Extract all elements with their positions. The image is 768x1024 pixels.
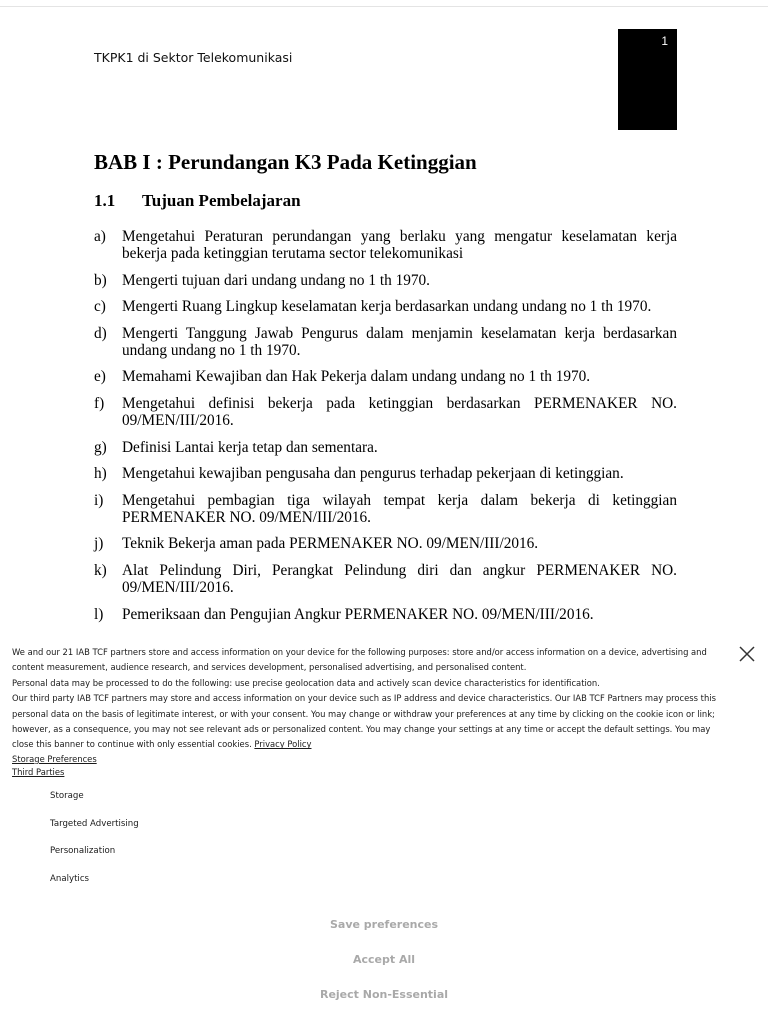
privacy-policy-link[interactable]: Privacy Policy — [254, 739, 312, 750]
objective-item — [94, 465, 677, 482]
storage-preferences-link[interactable]: Storage Preferences — [12, 753, 97, 764]
objective-text: Memahami Kewajiban dan Hak Pekerja dalam undang undang no 1 th 1970. — [122, 368, 591, 386]
consent-paragraph — [12, 691, 727, 753]
objective-text: Mengetahui Peraturan perundangan yang berlaku yang mengatur keselamatan kerja bekerja pada ketinggian terutama sector telekomunikasi — [122, 228, 677, 262]
objective-label: d) — [94, 324, 107, 342]
consent-categories — [50, 791, 139, 901]
objective-label: g) — [94, 438, 107, 456]
objective-label: k) — [94, 561, 107, 579]
third-parties-link[interactable]: Third Parties — [12, 766, 65, 777]
running-header: TKPK1 di Sektor Telekomunikasi — [94, 50, 293, 65]
cookie-consent-banner — [0, 633, 768, 1024]
chapter-title: BAB I : Perundangan K3 Pada Ketinggian — [94, 150, 477, 174]
category-storage[interactable]: Storage — [50, 791, 84, 801]
accept-all-button[interactable]: Accept All — [352, 953, 416, 966]
objective-label: a) — [94, 228, 106, 245]
page-number: 1 — [661, 34, 668, 48]
objective-text: Definisi Lantai kerja tetap dan sementara. — [122, 438, 378, 456]
objective-text: Mengerti Ruang Lingkup keselamatan kerja berdasarkan undang undang no 1 th 1970. — [122, 298, 652, 316]
section-heading — [94, 191, 301, 211]
section-number: 1.1 — [94, 191, 116, 210]
objectives-list — [94, 228, 677, 632]
close-banner-button[interactable] — [738, 645, 756, 663]
section-title: Tujuan Pembelajaran — [142, 191, 301, 210]
objective-text: Mengetahui pembagian tiga wilayah tempat kerja dalam bekerja di ketinggian PERMENAKER NO. 09/MEN/III/2016. — [122, 491, 677, 526]
objective-item — [94, 562, 677, 596]
objective-text: Teknik Bekerja aman pada PERMENAKER NO. 09/MEN/III/2016. — [122, 535, 539, 553]
objective-item — [94, 395, 677, 429]
consent-paragraph-text: Our third party IAB TCF partners may store and access information on your device such as IP address and device characteristics. Our IAB TCF Partners may process this personal data on the basis of legitimate interest, or with your consent. You may change or withdraw your preferences at any time by clicking on the cookie icon or link; however, as a consequence, you may not see relevant ads or personalized content. You may change your settings at any time or accept the default settings. You may close this banner to continue with only essential cookies. — [12, 693, 716, 750]
objective-item — [94, 368, 677, 385]
objective-item — [94, 272, 677, 289]
objective-item — [94, 228, 677, 262]
category-personalization[interactable]: Personalization — [50, 846, 116, 857]
reject-non-essential-button[interactable]: Reject Non-Essential — [319, 988, 449, 1001]
objective-text: Mengetahui kewajiban pengusaha dan pengurus terhadap pekerjaan di ketinggian. — [122, 465, 624, 483]
objective-item — [94, 298, 677, 315]
consent-text — [12, 645, 727, 779]
objective-label: e) — [94, 368, 106, 386]
objective-label: f) — [94, 394, 105, 412]
consent-paragraph: Personal data may be processed to do the following: use precise geolocation data and actively scan device characteristics for identification. — [12, 677, 600, 688]
save-preferences-button[interactable]: Save preferences — [329, 918, 439, 931]
objective-item — [94, 492, 677, 526]
objective-label: h) — [94, 465, 107, 483]
close-icon — [738, 645, 756, 663]
objective-label: c) — [94, 298, 106, 316]
objective-item — [94, 325, 677, 359]
page-number-block — [618, 29, 677, 130]
consent-actions — [0, 915, 768, 1020]
objective-label: i) — [94, 491, 104, 509]
objective-label: j) — [94, 535, 104, 553]
category-targeted-advertising[interactable]: Targeted Advertising — [50, 818, 139, 829]
consent-paragraph: We and our 21 IAB TCF partners store and access information on your device for the following purposes: store and/or access information on a device, advertising and content measurement, audience research, and services development, personalised advertising, and personalised content. — [12, 647, 707, 673]
objective-label: b) — [94, 271, 107, 289]
objective-item — [94, 606, 677, 623]
objective-item — [94, 439, 677, 456]
objective-text: Alat Pelindung Diri, Perangkat Pelindung diri dan angkur PERMENAKER NO. 09/MEN/III/2016. — [122, 561, 677, 596]
objective-text: Mengerti tujuan dari undang undang no 1 th 1970. — [122, 271, 431, 289]
objective-text: Mengetahui definisi bekerja pada ketinggian berdasarkan PERMENAKER NO. 09/MEN/III/2016. — [122, 394, 677, 429]
objective-text: Mengerti Tanggung Jawab Pengurus dalam menjamin keselamatan kerja berdasarkan undang undang no 1 th 1970. — [122, 324, 677, 359]
document-page — [0, 7, 768, 633]
category-analytics[interactable]: Analytics — [50, 873, 90, 884]
objective-item — [94, 535, 677, 552]
objective-text: Pemeriksaan dan Pengujian Angkur PERMENAKER NO. 09/MEN/III/2016. — [122, 605, 594, 623]
objective-label: l) — [94, 605, 104, 623]
